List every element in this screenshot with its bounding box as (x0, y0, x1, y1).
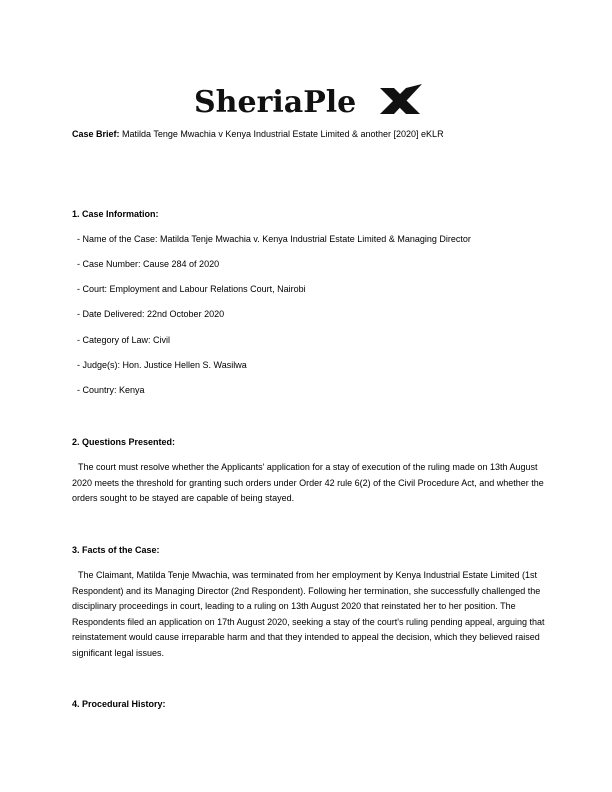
info-item-court: - Court: Employment and Labour Relations Court, Nairobi (77, 284, 306, 294)
section-heading-case-information: 1. Case Information: (72, 209, 159, 219)
case-brief-line (72, 128, 552, 141)
logo-wordmark: SheriaPle (194, 85, 357, 120)
facts-paragraph: The Claimant, Matilda Tenje Mwachia, was terminated from her employment by Kenya Industrial Estate Limited (1st Respondent) and its Managing Director (2nd Respondent). Following her termination, she successfully challenged the disciplinary proceedings in court, leading to a ruling on 13th August 2020 that reinstated her to her position. The Respondents filed an application on 17th August 2020, seeking a stay of the court's ruling pending appeal, arguing that reinstatement would cause irreparable harm and that they intended to appeal the decision, which they believed raised significant legal issues. (72, 570, 545, 658)
section-heading-facts: 3. Facts of the Case: (72, 545, 160, 555)
questions-presented-paragraph: The court must resolve whether the Applicants' application for a stay of execution of the ruling made on 13th August 2020 meets the threshold for granting such orders under Order 42 rule 6(2) of the Civil Procedure Act, and whether the orders sought to be stayed are capable of being stayed. (72, 462, 544, 504)
case-brief-label: Case Brief: (72, 129, 120, 139)
sheriaplex-logo (194, 80, 424, 120)
case-brief-title: Matilda Tenge Mwachia v Kenya Industrial Estate Limited & another [2020] eKLR (122, 129, 444, 139)
logo-graphic (194, 80, 424, 120)
section-heading-questions-presented: 2. Questions Presented: (72, 437, 176, 447)
info-item-case-number: - Case Number: Cause 284 of 2020 (77, 259, 220, 269)
info-item-category: - Category of Law: Civil (77, 335, 171, 345)
section-heading-procedural-history: 4. Procedural History: (72, 699, 166, 709)
info-item-judges: - Judge(s): Hon. Justice Hellen S. Wasilwa (77, 360, 247, 370)
info-item-case-name: - Name of the Case: Matilda Tenje Mwachia v. Kenya Industrial Estate Limited & Managing Director (77, 234, 471, 244)
info-item-date-delivered: - Date Delivered: 22nd October 2020 (77, 309, 225, 319)
info-item-country: - Country: Kenya (77, 385, 145, 395)
logo-x-mark (380, 84, 422, 114)
